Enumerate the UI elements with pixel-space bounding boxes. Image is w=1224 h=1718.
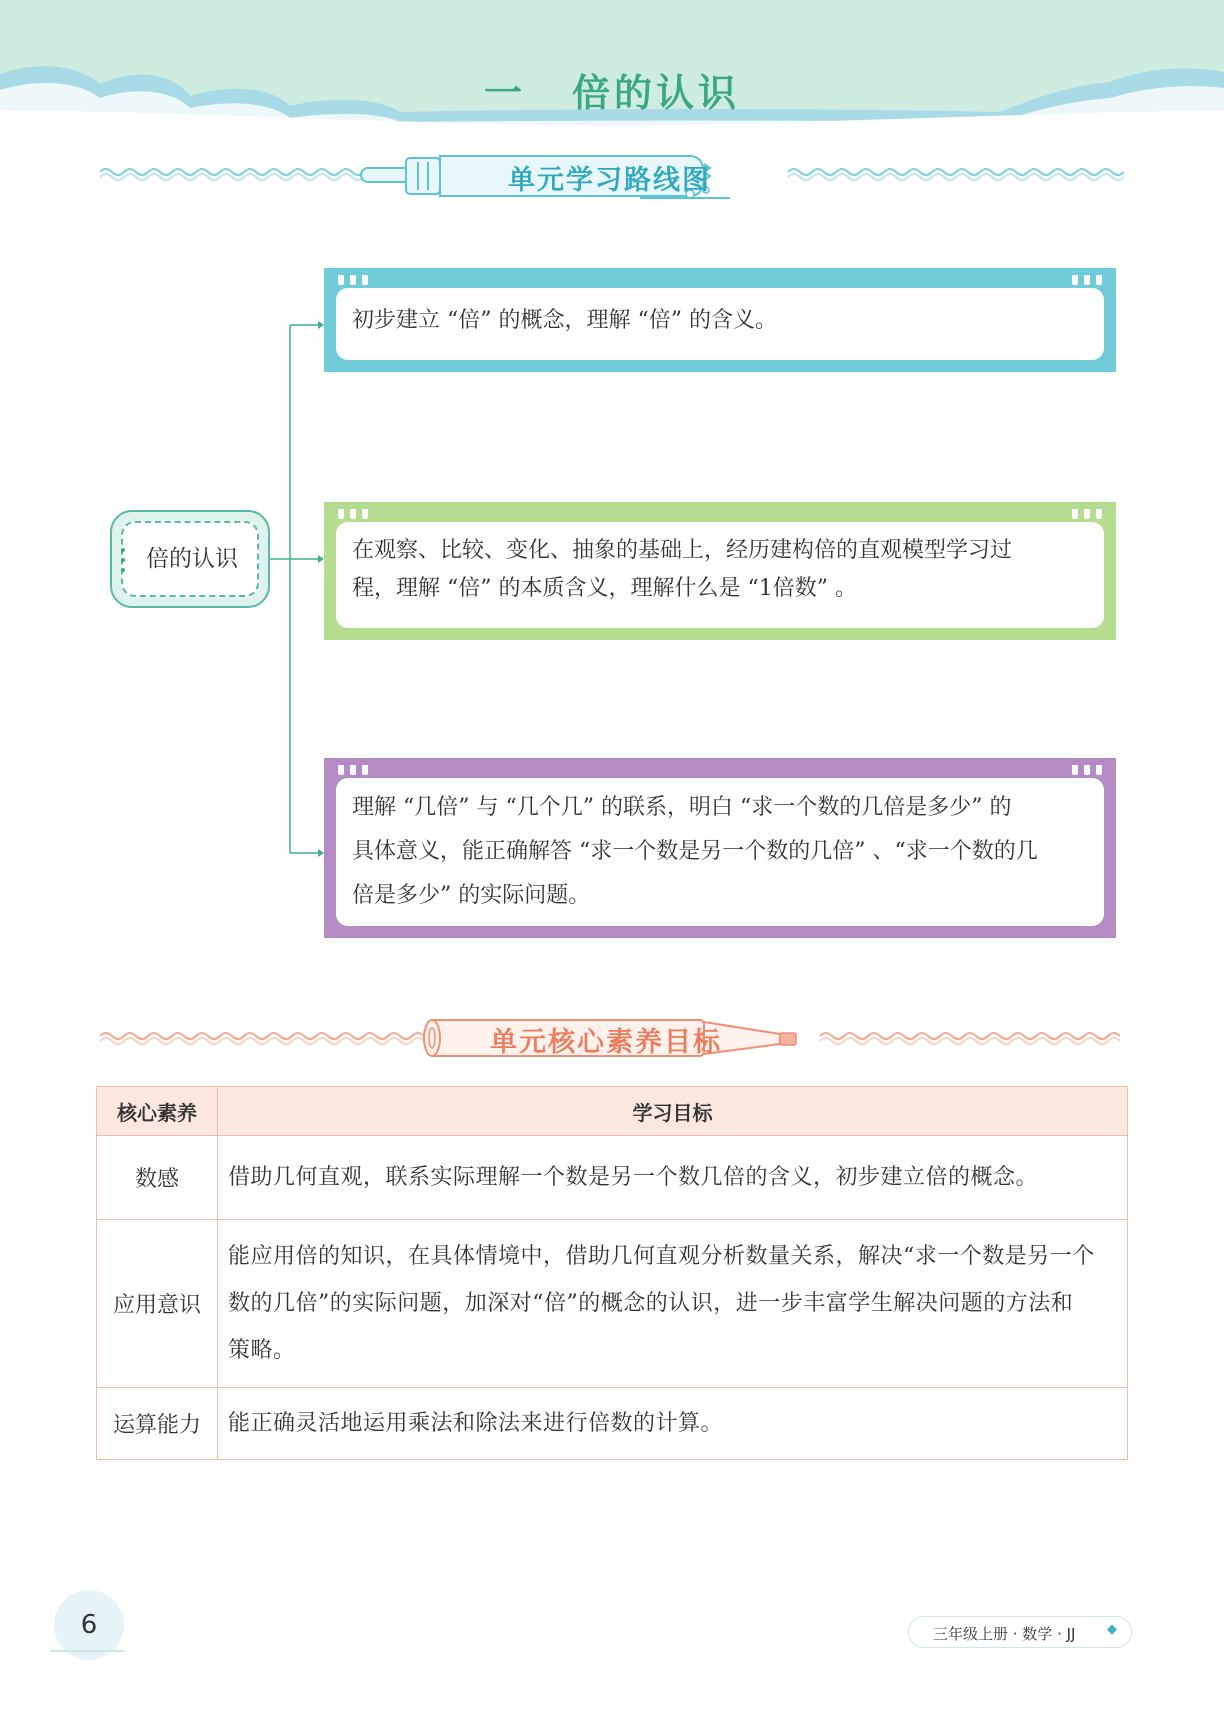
chapter-name: 倍的认识 (572, 71, 741, 115)
goal-text (218, 1388, 1128, 1460)
route-card-3-line-1: 理解 “几倍” 与 “几个几” 的联系，明白 “求一个数的几倍是多少” 的 (352, 795, 1012, 820)
table-row (97, 1136, 1128, 1220)
goals-table (96, 1086, 1128, 1460)
goal-line: 借助几何直观，联系实际理解一个数是另一个数几倍的含义，初步建立倍的概念。 (228, 1165, 1039, 1190)
route-card-2-text (352, 532, 1086, 608)
route-card-1 (324, 268, 1116, 372)
goal-key: 运算能力 (97, 1388, 218, 1460)
goal-line: 能应用倍的知识，在具体情境中，借助几何直观分析数量关系，解决“求一个数是另一个 (228, 1244, 1095, 1269)
goal-line: 数的几倍”的实际问题，加深对“倍”的概念的认识，进一步丰富学生解决问题的方法和 (228, 1291, 1074, 1316)
goals-header-value: 学习目标 (218, 1087, 1128, 1136)
book-label-text: 三年级上册 · 数学 · JJ (933, 1625, 1076, 1643)
goals-section-title: 单元核心素养目标 (490, 1027, 722, 1058)
central-node-label: 倍的认识 (146, 546, 238, 572)
goal-key: 应用意识 (97, 1220, 218, 1388)
book-label (908, 1616, 1132, 1648)
table-row (97, 1388, 1128, 1460)
route-card-2-line-2: 程，理解 “倍” 的本质含义，理解什么是 “1倍数” 。 (352, 576, 857, 601)
goals-table-header-row (97, 1087, 1128, 1136)
goal-key: 数感 (97, 1136, 218, 1220)
goal-text (218, 1136, 1128, 1220)
route-card-2 (324, 502, 1116, 640)
route-card-3 (324, 758, 1116, 938)
route-card-1-text: 初步建立 “倍” 的概念，理解 “倍” 的含义。 (352, 308, 777, 333)
goals-header-key: 核心素养 (97, 1087, 218, 1136)
route-card-3-line-2: 具体意义，能正确解答 “求一个数是另一个数的几倍” 、“求一个数的几 (352, 839, 1038, 864)
goal-line: 能正确灵活地运用乘法和除法来进行倍数的计算。 (228, 1411, 724, 1436)
goal-line: 策略。 (228, 1338, 296, 1363)
chapter-number: 一 (483, 71, 526, 115)
route-section-title: 单元学习路线图 (508, 165, 711, 196)
route-card-3-text (352, 786, 1086, 918)
page-number: 6 (54, 1590, 124, 1660)
diamond-icon: ◆ (1107, 1622, 1117, 1637)
route-card-3-line-3: 倍是多少” 的实际问题。 (352, 883, 591, 908)
table-row (97, 1220, 1128, 1388)
goal-text (218, 1220, 1128, 1388)
route-card-2-line-1: 在观察、比较、变化、抽象的基础上，经历建构倍的直观模型学习过 (352, 538, 1013, 563)
page-number-underline (50, 1650, 124, 1652)
central-node (110, 510, 270, 608)
goals-section-banner (100, 1006, 1124, 1066)
central-node-dots (121, 548, 125, 578)
